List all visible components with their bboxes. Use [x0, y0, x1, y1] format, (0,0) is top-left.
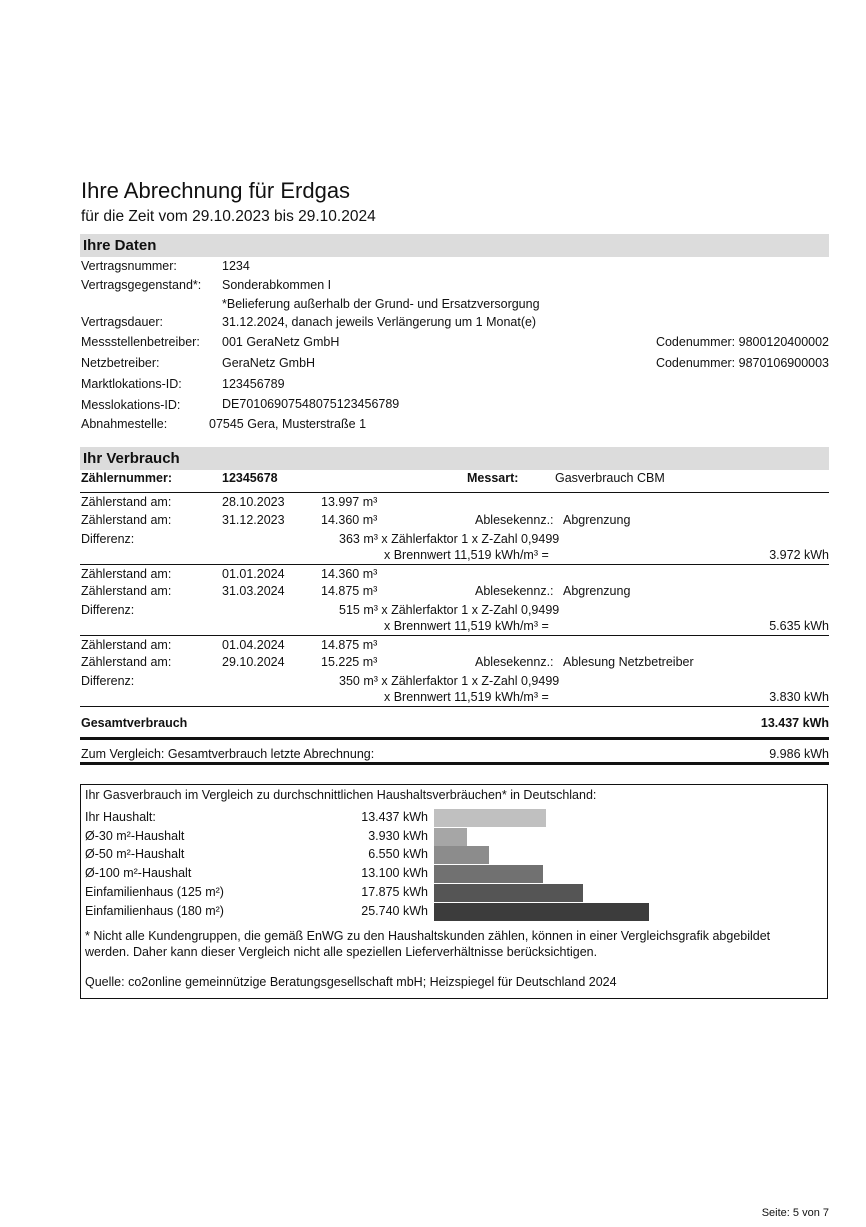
chart-value-label: 13.100 kWh: [361, 866, 428, 881]
reading-date: 31.12.2023: [222, 513, 285, 527]
divider-thick: [80, 737, 829, 740]
reading-date: 28.10.2023: [222, 495, 285, 509]
page-number: Seite: 5 von 7: [761, 1207, 829, 1219]
comparison-title: Ihr Gasverbrauch im Vergleich zu durchschnittlichen Haushaltsverbräuchen* in Deutschland:: [85, 788, 597, 802]
difference-calc: 363 m³ x Zählerfaktor 1 x Z-Zahl 0,9499: [339, 532, 560, 546]
contract-note: *Belieferung außerhalb der Grund- und Ersatzversorgung: [222, 297, 540, 311]
field-label: Netzbetreiber:: [81, 356, 160, 370]
total-consumption: 13.437 kWh: [760, 716, 829, 730]
period-kwh: 3.830 kWh: [769, 690, 829, 704]
divider: [80, 706, 829, 707]
difference-calc: 350 m³ x Zählerfaktor 1 x Z-Zahl 0,9499: [339, 674, 560, 688]
divider: [80, 492, 829, 493]
reading-code-label: Ablesekennz.:: [475, 655, 554, 669]
chart-value-label: 25.740 kWh: [361, 903, 428, 918]
field-label: Vertragsnummer:: [81, 259, 177, 273]
chart-category-label: Einfamilienhaus (125 m²): [85, 884, 224, 899]
chart-bar: [434, 865, 543, 883]
reading-code: Abgrenzung: [563, 584, 631, 598]
chart-category-label: Einfamilienhaus (180 m²): [85, 903, 224, 918]
delivery-address: 07545 Gera, Musterstraße 1: [209, 417, 367, 431]
field-label: Abnahmestelle:: [81, 417, 168, 431]
section-header-ihr-verbrauch: [80, 447, 829, 470]
chart-value-label: 6.550 kWh: [368, 847, 428, 862]
difference-label: Differenz:: [81, 674, 135, 688]
chart-category-label: Ø-30 m²-Haushalt: [85, 828, 185, 843]
contract-number: 1234: [222, 259, 250, 273]
page-title: Ihre Abrechnung für Erdgas: [81, 178, 351, 203]
chart-category-label: Ø-50 m²-Haushalt: [85, 847, 185, 862]
chart-bar: [434, 903, 649, 921]
calorific-value: x Brennwert 11,519 kWh/m³ =: [384, 619, 549, 633]
chart-bar: [434, 809, 546, 827]
reading-code-label: Ablesekennz.:: [475, 584, 554, 598]
reading-label: Zählerstand am:: [81, 567, 172, 581]
reading-label: Zählerstand am:: [81, 495, 172, 509]
calorific-value: x Brennwert 11,519 kWh/m³ =: [384, 690, 549, 704]
reading-code: Abgrenzung: [563, 513, 631, 527]
divider: [80, 635, 829, 636]
total-consumption-label: Gesamtverbrauch: [81, 716, 188, 730]
field-label: Marktlokations-ID:: [81, 377, 182, 391]
reading-label: Zählerstand am:: [81, 638, 172, 652]
field-label: Messlokations-ID:: [81, 398, 181, 412]
chart-bar: [434, 846, 489, 864]
reading-label: Zählerstand am:: [81, 584, 172, 598]
reading-label: Zählerstand am:: [81, 655, 172, 669]
period-kwh: 3.972 kWh: [769, 548, 829, 562]
comparison-source: Quelle: co2online gemeinnützige Beratungsgesellschaft mbH; Heizspiegel für Deutschland 2024: [85, 975, 617, 989]
meter-number-label: Zählernummer:: [81, 471, 172, 485]
reading-value: 13.997 m³: [321, 495, 378, 509]
divider-thick: [80, 762, 829, 765]
chart-category-label: Ø-100 m²-Haushalt: [85, 866, 192, 881]
meter-number: 12345678: [222, 471, 278, 485]
market-location-id: 123456789: [222, 377, 285, 391]
meter-location-id: DE70106907548075123456789: [222, 397, 400, 411]
reading-value: 14.875 m³: [321, 638, 378, 652]
reading-date: 29.10.2024: [222, 655, 285, 669]
chart-value-label: 3.930 kWh: [368, 828, 428, 843]
chart-value-label: 13.437 kWh: [361, 810, 428, 824]
previous-consumption-label: Zum Vergleich: Gesamtverbrauch letzte Abrechnung:: [81, 747, 375, 761]
chart-value-label: 17.875 kWh: [361, 884, 428, 899]
section-title: Ihr Verbrauch: [83, 450, 180, 467]
section-title: Ihre Daten: [83, 237, 157, 254]
chart-bar: [434, 884, 583, 902]
field-label: Vertragsgegenstand*:: [81, 278, 202, 292]
calorific-value: x Brennwert 11,519 kWh/m³ =: [384, 548, 549, 562]
difference-calc: 515 m³ x Zählerfaktor 1 x Z-Zahl 0,9499: [339, 603, 560, 617]
reading-value: 14.360 m³: [321, 513, 378, 527]
reading-value: 14.875 m³: [321, 584, 378, 598]
measurement-type: Gasverbrauch CBM: [555, 471, 665, 485]
contract-duration: 31.12.2024, danach jeweils Verlängerung um 1 Monat(e): [222, 315, 537, 329]
measurement-type-label: Messart:: [467, 471, 519, 485]
reading-value: 15.225 m³: [321, 655, 378, 669]
reading-date: 01.04.2024: [222, 638, 285, 652]
previous-consumption: 9.986 kWh: [769, 747, 829, 761]
field-label: Messstellenbetreiber:: [81, 335, 200, 349]
network-operator-code: Codenummer: 9870106900003: [655, 356, 829, 370]
reading-code-label: Ablesekennz.:: [475, 513, 554, 527]
reading-value: 14.360 m³: [321, 567, 378, 581]
metering-operator-code: Codenummer: 9800120400002: [655, 335, 829, 349]
reading-label: Zählerstand am:: [81, 513, 172, 527]
comparison-footnote: * Nicht alle Kundengruppen, die gemäß EnWG zu den Haushaltskunden zählen, können in einer Vergleichsgrafik abgebildet werden. Daher kann dieser Vergleich nicht alle speziellen Lieferverhältnisse berücksichtigen.: [85, 929, 771, 959]
difference-label: Differenz:: [81, 532, 135, 546]
difference-label: Differenz:: [81, 603, 135, 617]
billing-period: für die Zeit vom 29.10.2023 bis 29.10.2024: [81, 208, 376, 225]
reading-date: 01.01.2024: [222, 567, 285, 581]
field-label: Vertragsdauer:: [81, 315, 163, 329]
contract-subject: Sonderabkommen I: [222, 278, 332, 292]
reading-date: 31.03.2024: [222, 584, 285, 598]
period-kwh: 5.635 kWh: [769, 619, 829, 633]
reading-code: Ablesung Netzbetreiber: [563, 655, 694, 669]
divider: [80, 564, 829, 565]
section-header-ihre-daten: [80, 234, 829, 257]
metering-operator: 001 GeraNetz GmbH: [222, 335, 340, 349]
chart-bar: [434, 828, 467, 846]
chart-category-label: Ihr Haushalt:: [85, 810, 156, 824]
network-operator: GeraNetz GmbH: [222, 356, 316, 370]
